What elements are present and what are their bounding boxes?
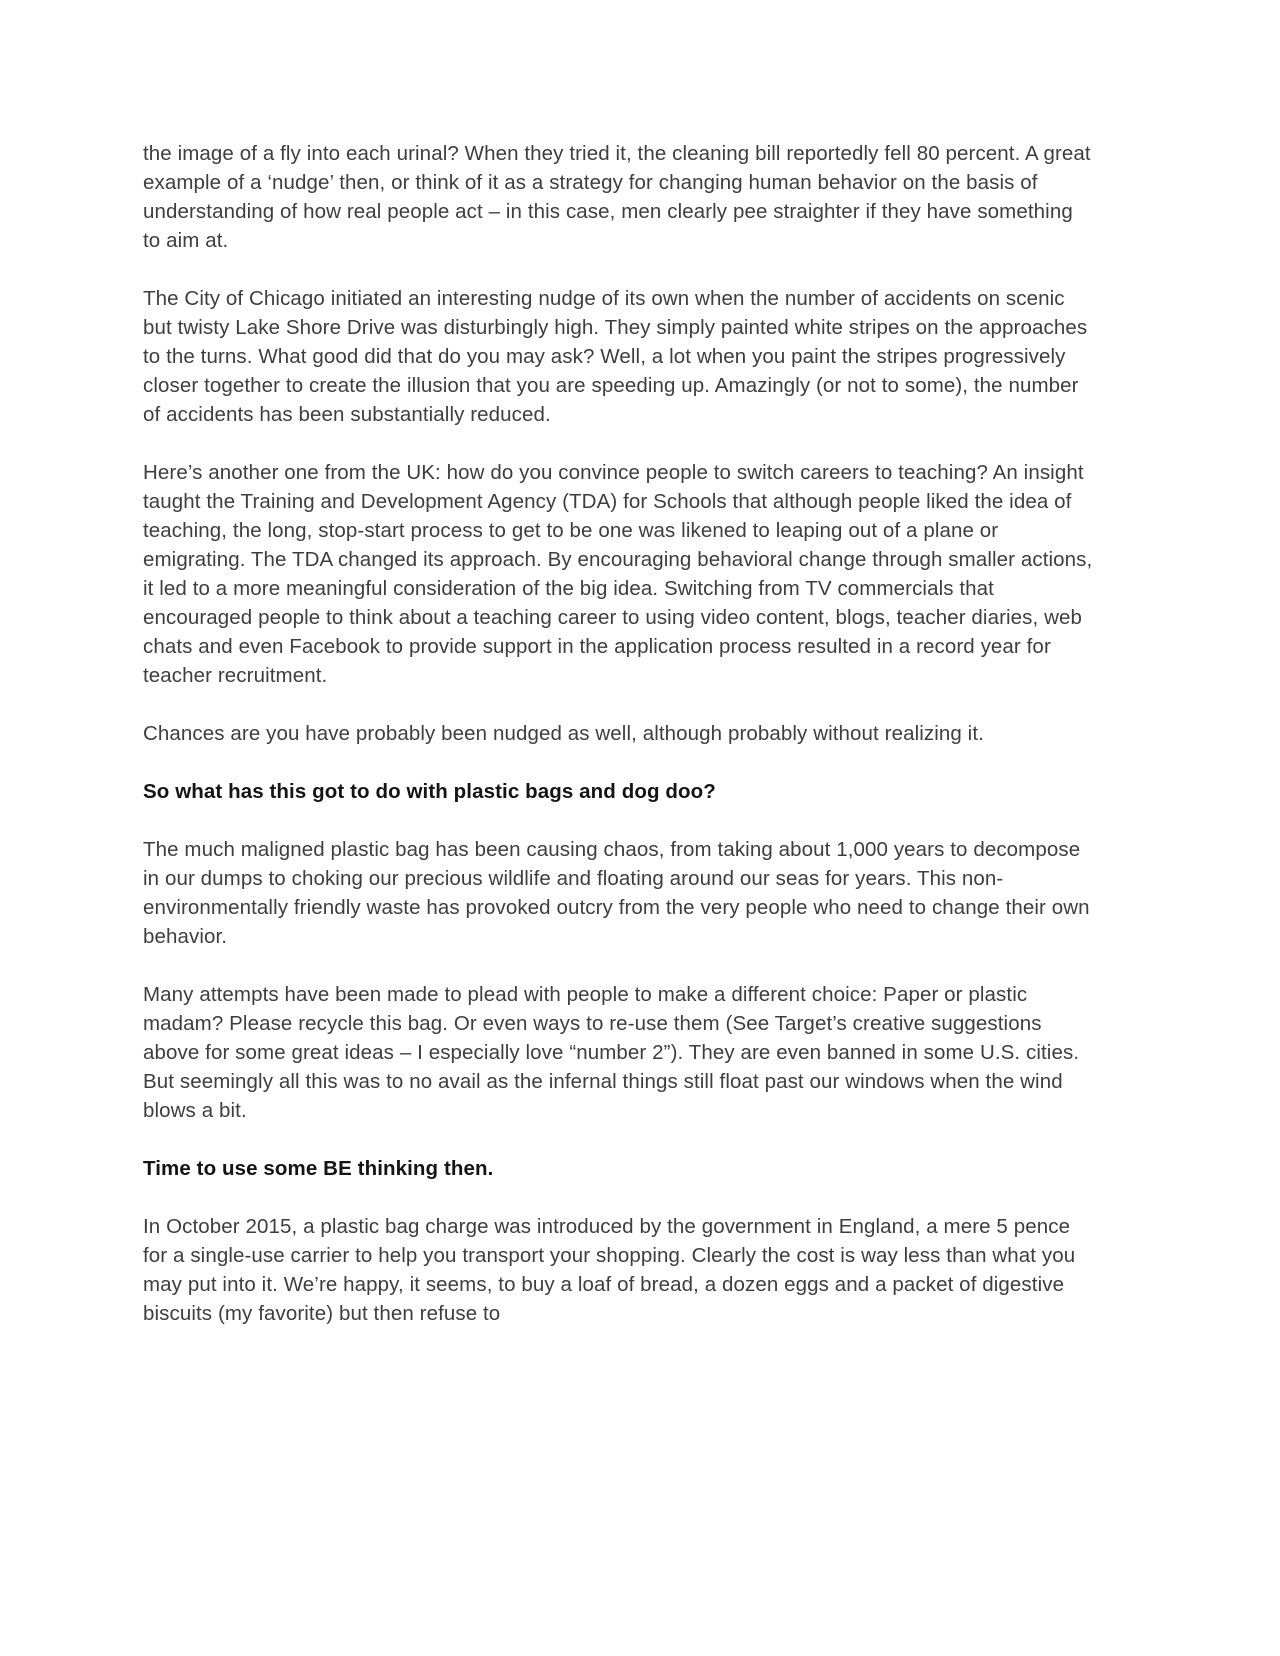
paragraph-chicago-stripes: The City of Chicago initiated an interesting nudge of its own when the number of accidents on scenic but twisty Lake Shore Drive was disturbingly high. They simply painted white stripes on the approaches to the turns. What good did that do you may ask? Well, a lot when you paint the stripes progressively closer together to create the illusion that you are speeding up. Amazingly (or not to some), the number of accidents has been substantially reduced.: [143, 287, 1088, 426]
paragraph-urinal-fly: the image of a fly into each urinal? When they tried it, the cleaning bill reportedly fell 80 percent. A great example of a ‘nudge’ then, or think of it as a strategy for changing human behavior on the basis of understanding of how real people act – in this case, men clearly pee straighter if they have something to aim at.: [143, 142, 1091, 252]
paragraph-uk-teaching: Here’s another one from the UK: how do you convince people to switch careers to teaching? An insight taught the Training and Development Agency (TDA) for Schools that although people liked the idea of teaching, the long, stop-start process to get to be one was likened to leaping out of a plane or emigrating. The TDA changed its approach. By encouraging behavioral change through smaller actions, it led to a more meaningful consideration of the big idea. Switching from TV commercials that encouraged people to think about a teaching career to using video content, blogs, teacher diaries, web chats and even Facebook to provide support in the application process resulted in a record year for teacher recruitment.: [143, 461, 1093, 687]
section-heading-plastic-bags-dog-doo: So what has this got to do with plastic bags and dog doo?: [143, 780, 716, 803]
section-heading-be-thinking: Time to use some BE thinking then.: [143, 1157, 494, 1180]
paragraph-nudged-as-well: Chances are you have probably been nudged as well, although probably without realizing it.: [143, 722, 984, 745]
text-column: [143, 139, 1093, 1357]
paragraph-many-attempts: Many attempts have been made to plead with people to make a different choice: Paper or plastic madam? Please recycle this bag. Or even ways to re-use them (See Target’s creative suggestions above for some great ideas – I especially love “number 2”). They are even banned in some U.S. cities. But seemingly all this was to no avail as the infernal things still float past our windows when the wind blows a bit.: [143, 983, 1080, 1122]
paragraph-maligned-plastic-bag: The much maligned plastic bag has been causing chaos, from taking about 1,000 years to decompose in our dumps to choking our precious wildlife and floating around our seas for years. This non-environmentally friendly waste has provoked outcry from the very people who need to change their own behavior.: [143, 838, 1090, 948]
paragraph-october-2015-charge: In October 2015, a plastic bag charge was introduced by the government in England, a mere 5 pence for a single-use carrier to help you transport your shopping. Clearly the cost is way less than what you may put into it. We’re happy, it seems, to buy a loaf of bread, a dozen eggs and a packet of digestive biscuits (my favorite) but then refuse to: [143, 1215, 1076, 1325]
